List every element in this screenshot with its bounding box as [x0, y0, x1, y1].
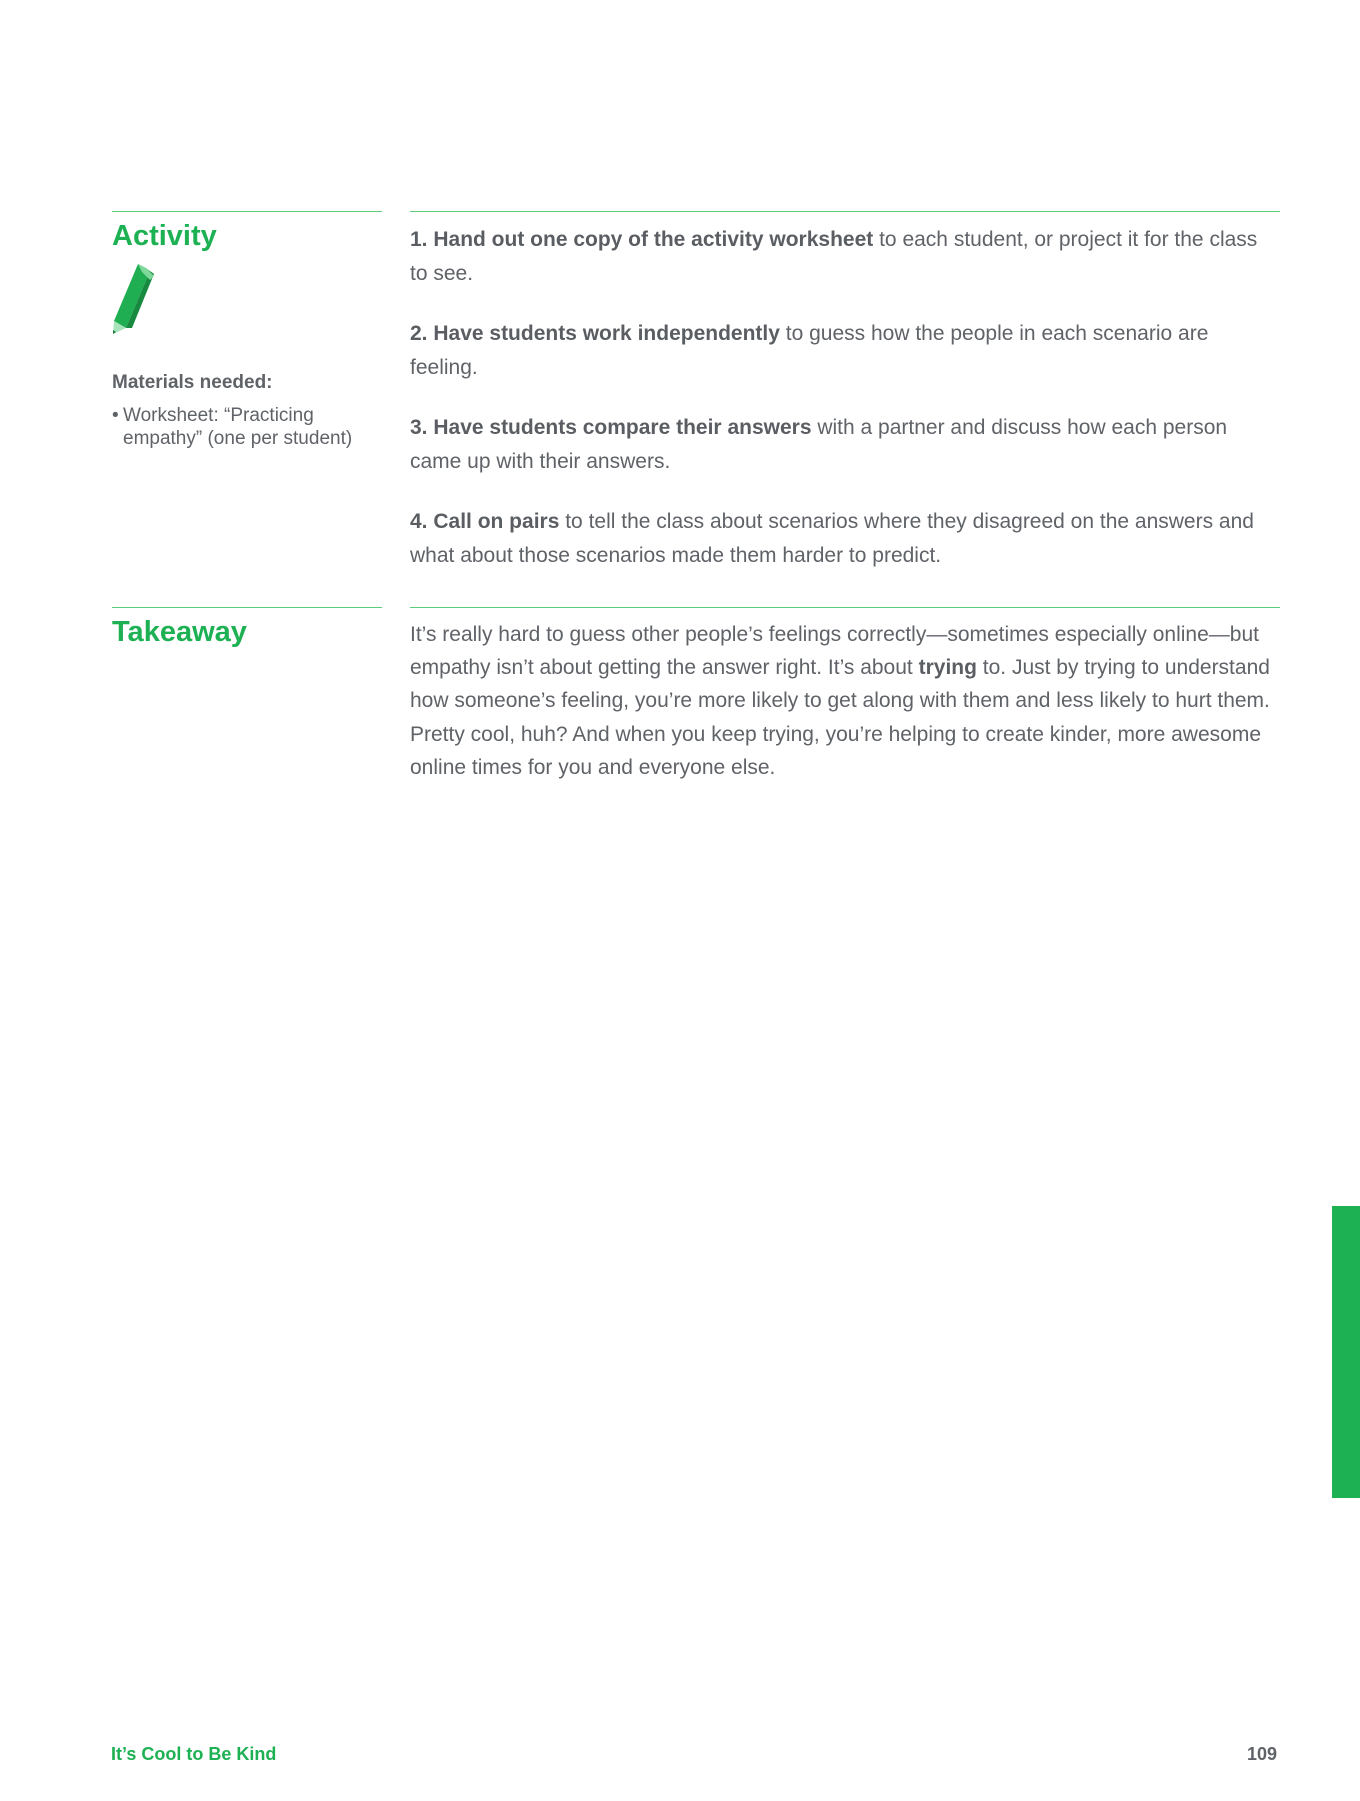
activity-right-rule	[410, 211, 1280, 212]
activity-left-rule	[112, 211, 382, 212]
step-text: to guess how the people in each scenario are feeling.	[410, 322, 1209, 379]
materials-list	[112, 404, 387, 450]
activity-step	[410, 317, 1280, 384]
takeaway-heading: Takeaway	[112, 616, 247, 648]
takeaway-left-rule	[112, 607, 382, 608]
activity-step	[410, 223, 1280, 290]
step-text: with a partner and discuss how each person came up with their answers.	[410, 416, 1228, 473]
takeaway-text	[410, 618, 1280, 784]
activity-step	[410, 411, 1280, 478]
materials-item: • Worksheet: “Practicing empathy” (one per student)	[112, 404, 387, 450]
activity-step	[410, 505, 1280, 572]
takeaway-text-before: It’s really hard to guess other people’s feelings correctly—sometimes especially online—but empathy isn’t about getting the answer right. It’s about	[410, 623, 1259, 680]
materials-needed-title: Materials needed:	[112, 372, 273, 393]
footer-title: It’s Cool to Be Kind	[111, 1744, 277, 1764]
takeaway-right-rule	[410, 607, 1280, 608]
step-lead: 1. Hand out one copy of the activity worksheet	[410, 228, 874, 251]
step-text: to tell the class about scenarios where they disagreed on the answers and what about those scenarios made them harder to predict.	[410, 510, 1254, 567]
step-text: to each student, or project it for the class to see.	[410, 228, 1258, 285]
step-lead: 4. Call on pairs	[410, 510, 560, 533]
activity-steps	[410, 223, 1280, 599]
step-lead: 2. Have students work independently	[410, 322, 780, 345]
page-number: 109	[1246, 1744, 1277, 1764]
section-side-tab	[1332, 1206, 1360, 1498]
takeaway-text-after: to. Just by trying to understand how someone’s feeling, you’re more likely to get along with them and less likely to hurt them. Pretty cool, huh? And when you keep trying, you’re helping to create kinder, more awesome online times for you and everyone else.	[410, 656, 1270, 779]
step-lead: 3. Have students compare their answers	[410, 416, 812, 439]
pencil-icon	[108, 262, 158, 334]
activity-heading: Activity	[112, 220, 217, 252]
takeaway-text-bold: trying	[918, 656, 977, 680]
